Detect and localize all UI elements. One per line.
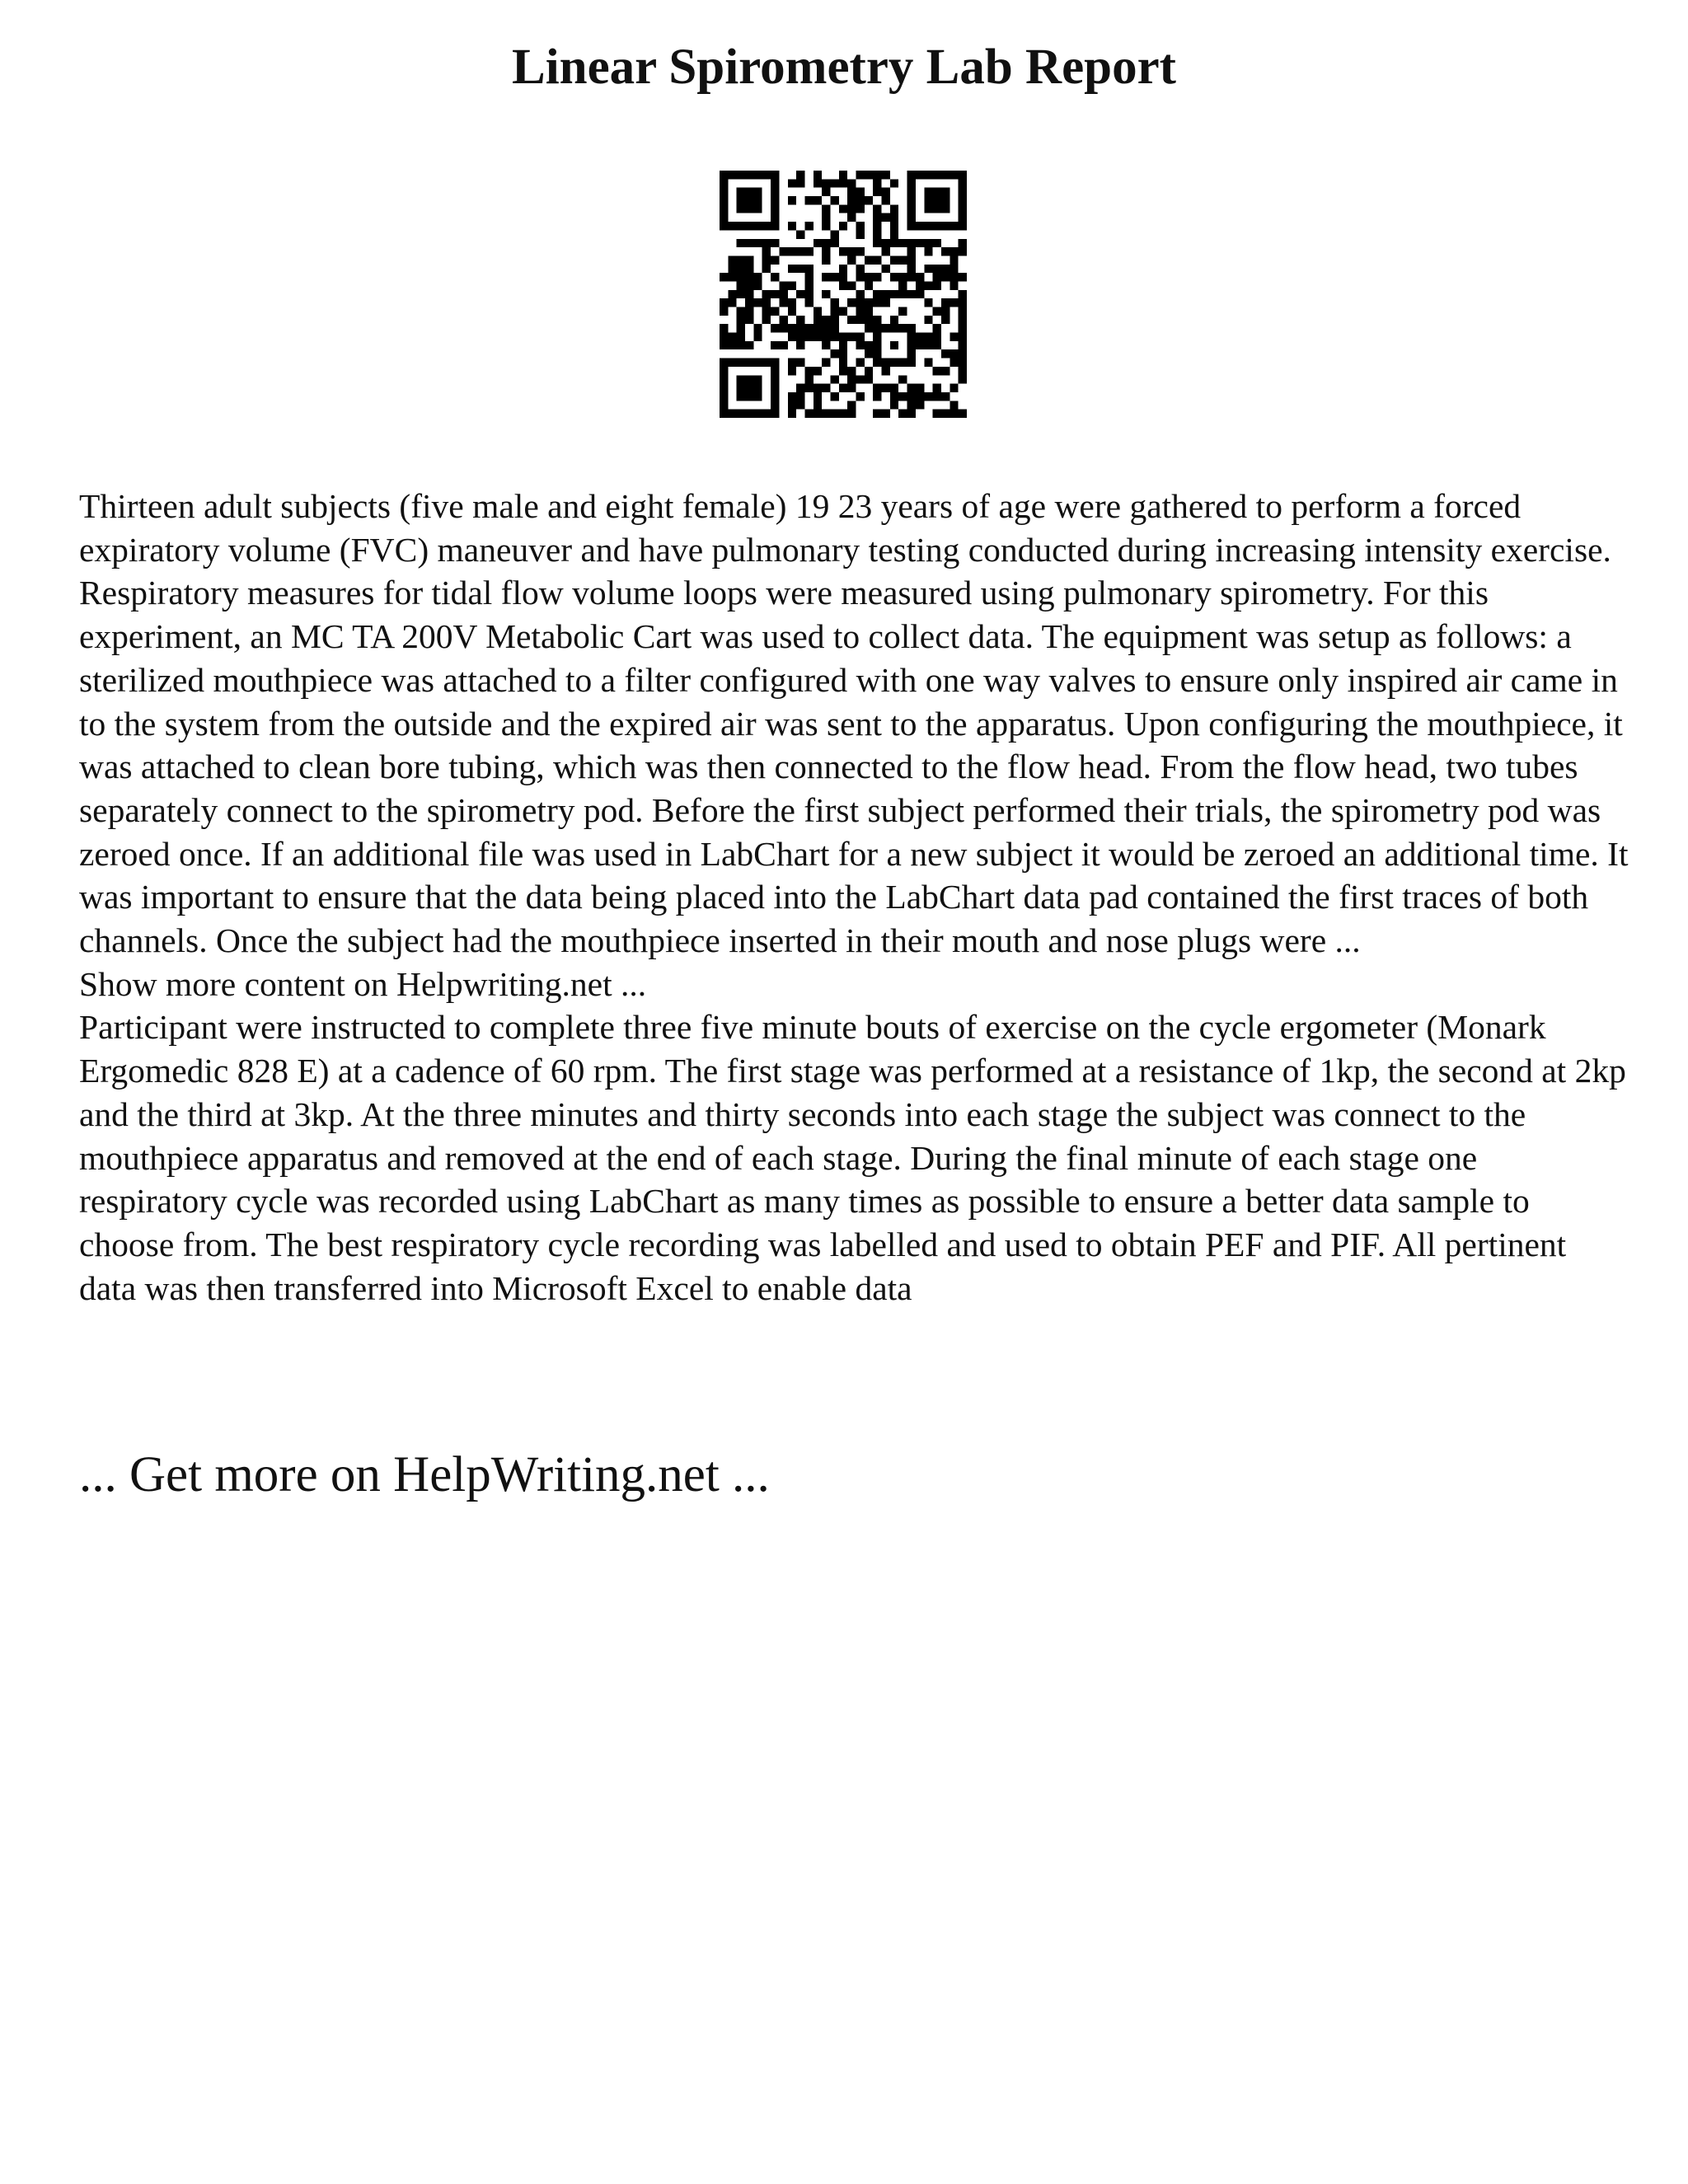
- paragraph-methods: Thirteen adult subjects (five male and eight female) 19 23 years of age were gathered to perform a forced expiratory volume (FVC) maneuver and have pulmonary testing conducted during increasing intensity exercise. Respiratory measures for tidal flow volume loops were measured using pulmonary spirometry. For this experiment, an MC TA 200V Metabolic Cart was used to collect data. The equipment was setup as follows: a sterilized mouthpiece was attached to a filter configured with one way valves to ensure only inspired air came in to the system from the outside and the expired air was sent to the apparatus. Upon configuring the mouthpiece, it was attached to clean bore tubing, which was then connected to the flow head. From the flow head, two tubes separately connect to the spirometry pod. Before the first subject performed their trials, the spirometry pod was zeroed once. If an additional file was used in LabChart for a new subject it would be zeroed an additional time. It was important to ensure that the data being placed into the LabChart data pad contained the first traces of both channels. Once the subject had the mouthpiece inserted in their mouth and nose plugs were ...: [79, 487, 1629, 960]
- page-title: Linear Spirometry Lab Report: [512, 40, 1176, 95]
- get-more-link[interactable]: ... Get more on HelpWriting.net ...: [79, 1447, 770, 1502]
- paragraph-procedure: Participant were instructed to complete three five minute bouts of exercise on the cycle ergometer (Monark Ergomedic 828 E) at a cadence of 60 rpm. The first stage was performed at a resistance of 1kp, the second at 2kp and the third at 3kp. At the three minutes and thirty seconds into each stage the subject was connect to the mouthpiece apparatus and removed at the end of each stage. During the final minute of each stage one respiratory cycle was recorded using LabChart as many times as possible to ensure a better data sample to choose from. The best respiratory cycle recording was labelled and used to obtain PEF and PIF. All pertinent data was then transferred into Microsoft Excel to enable data: [79, 1008, 1626, 1307]
- show-more-link[interactable]: Show more content on Helpwriting.net ...: [79, 964, 647, 1003]
- qr-code-icon[interactable]: [720, 171, 967, 418]
- article-body: [79, 485, 1629, 1310]
